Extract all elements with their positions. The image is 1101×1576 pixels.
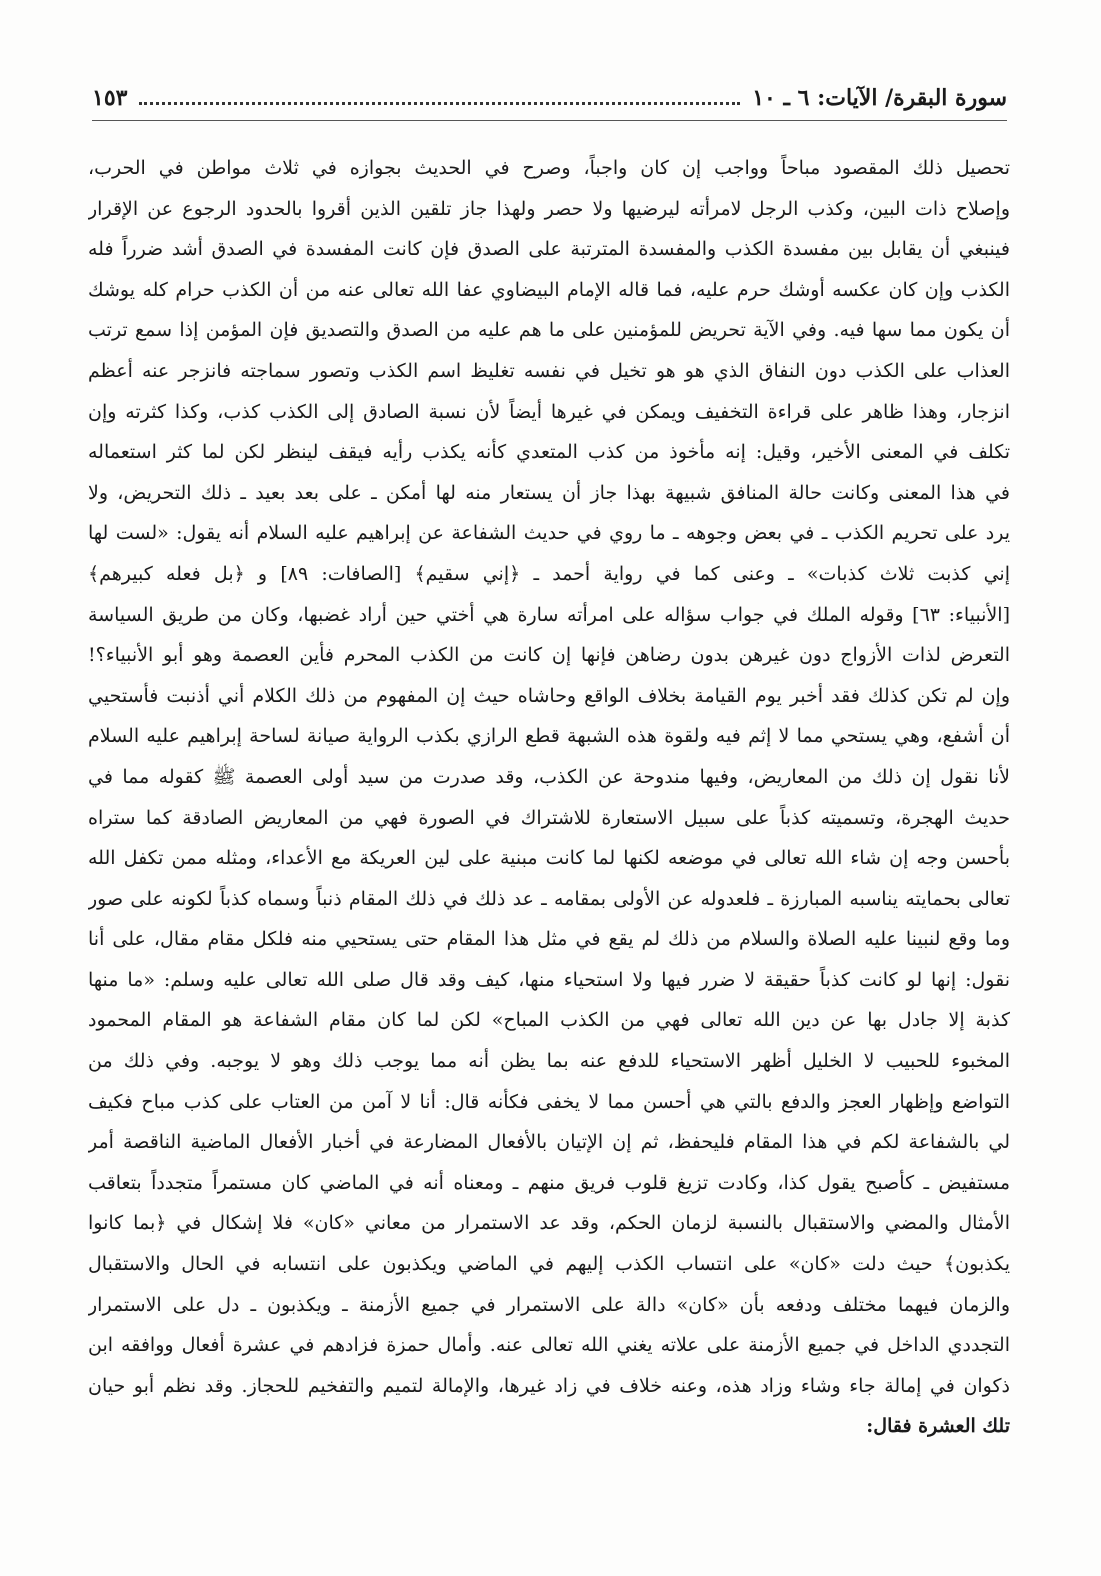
- text-line: الأمثال والمضي والاستقبال بالنسبة لزمان الحكم، وقد عد الاستمرار من معاني «كان» فلا إشكال في ﴿بما كانوا: [88, 1212, 1010, 1235]
- header-dot-leader: [139, 92, 740, 105]
- text-line: تعالى بحمايته يناسبه المبارزة ـ فلعدوله عن الأولى بمقامه ـ عد ذلك في ذلك المقام ذنباً وسماه كذباً لكونه على صور: [88, 887, 1010, 910]
- text-line: [الأنبياء: ٦٣] وقوله الملك في جواب سؤاله على امرأته سارة هي أختي حين أراد غضبها، وكان من طريق السياسة: [88, 603, 1010, 626]
- text-line: المخبوء للحبيب لا الخليل أظهر الاستحياء للدفع عنه بما يظن أنه مما يوجب ذلك وهو لا يوجبه. وفي ذلك من: [88, 1050, 1010, 1073]
- running-header: [92, 76, 1007, 121]
- text-line: التواضع وإظهار العجز والدفع بالتي هي أحسن مما لا يخفى فكأنه قال: أنا لا آمن من العتاب على كذب مباح فكيف: [88, 1090, 1010, 1113]
- text-line: ذكوان في إمالة جاء وشاء وزاد هذه، وعنه خلاف في زاد غيرها، والإمالة لتميم والتفخيم للحجاز. وقد نظم أبو حيان: [88, 1374, 1010, 1397]
- text-line: تحصيل ذلك المقصود مباحاً وواجب إن كان واجباً، وصرح في الحديث بجوازه في ثلاث مواطن في الحرب،: [88, 157, 1010, 179]
- text-line: لي بالشفاعة لكم في هذا المقام فليحفظ، ثم إن الإتيان بالأفعال المضارعة في أخبار الأفعال الماضية الناقصة أمر: [88, 1131, 1010, 1154]
- text-line: التعرض لذات الأزواج دون غيرهن بدون رضاهن فإنها إن كانت من الكذب المحرم فأين العصمة وهو أبو الأنبياء؟!: [88, 644, 1010, 667]
- text-line: تكلف في المعنى الأخير، وقيل: إنه مأخوذ من كذب المتعدي كأنه يكذب رأيه فيقف لينظر لكن لما كثر استعماله: [88, 441, 1010, 464]
- text-line: وما وقع لنبينا عليه الصلاة والسلام من ذلك لم يقع في مثل هذا المقام حتى يستحيي منه فلكل مقام مقال، على أنا: [88, 928, 1010, 951]
- text-line: حديث الهجرة، وتسميته كذباً على سبيل الاستعارة للاشتراك في الصورة فهي من المعاريض الصادقة كما ستراه: [88, 806, 1010, 829]
- text-line: الكذب وإن كان عكسه أوشك حرم عليه، فما قاله الإمام البيضاوي عفا الله تعالى عنه من أن الكذب حرام كله يوشك: [88, 278, 1010, 301]
- text-line: يكذبون﴾ حيث دلت «كان» على انتساب الكذب إليهم في الماضي ويكذبون على انتسابه في الحال والاستقبال: [88, 1253, 1010, 1276]
- text-line: أن يكون مما سها فيه. وفي الآية تحريض للمؤمنين على ما هم عليه من الصدق والتصديق فإن المؤمن إذا سمع ترتب: [88, 319, 1010, 342]
- text-line: وإصلاح ذات البين، وكذب الرجل لامرأته ليرضيها ولا حصر ولهذا جاز تلقين الذين أقروا بالحدود الرجوع عن الإقرار: [88, 197, 1010, 220]
- text-line-final: تلك العشرة فقال:: [866, 1415, 1010, 1438]
- text-line: أن أشفع، وهي يستحي مما لا إثم فيه ولقوة هذه الشبهة قطع الرازي بكذب الرواية صيانة لساحة إبراهيم عليه السلام: [88, 725, 1010, 748]
- text-line: في هذا المعنى وكانت حالة المنافق شبيهة بهذا جاز أن يستعار منه لها أمكن ـ على بعد بعيد ـ ذلك التحريض، ولا: [88, 481, 1010, 504]
- text-line: والزمان فيهما مختلف ودفعه بأن «كان» دالة على الاستمرار في جميع الأزمنة ـ ويكذبون ـ دل على الاستمرار: [88, 1293, 1010, 1316]
- text-line: إني كذبت ثلاث كذبات» ـ وعنى كما في رواية أحمد ـ ﴿إني سقيم﴾ [الصافات: ٨٩] و ﴿بل فعله كبيرهم﴾: [88, 562, 1010, 585]
- text-line: العذاب على الكذب دون النفاق الذي هو هو تخيل في نفسه تغليظ اسم الكذب وتصور سماجته فانزجر عنه أعظم: [88, 359, 1010, 382]
- text-line: بأحسن وجه إن شاء الله تعالى في موضعه لكنها لما كانت مبنية على لين العريكة مع الأعداء، ومثله ممن تكفل الله: [88, 847, 1010, 870]
- text-line: مستفيض ـ كأصبح يقول كذا، وكادت تزيغ قلوب فريق منهم ـ ومعناه أنه في الماضي كان مستمراً متجدداً بتعاقب: [88, 1171, 1010, 1194]
- text-line: لأنا نقول إن ذلك من المعاريض، وفيها مندوحة عن الكذب، وقد صدرت من سيد أولى العصمة ﷺ كقوله مما في: [88, 765, 1010, 788]
- text-line: التجددي الداخل في جميع الأزمنة على علاته يغني الله تعالى عنه. وأمال حمزة فزادهم في عشرة أفعال ووافقه ابن: [88, 1334, 1010, 1357]
- text-line: كذبة إلا جادل بها عن دين الله تعالى فهي من الكذب المباح» لكن لما كان مقام الشفاعة هو المقام المحمود: [88, 1009, 1010, 1032]
- page-number: ١٥٣: [92, 85, 128, 111]
- body-text: [88, 148, 1010, 1447]
- text-line: نقول: إنها لو كانت كذباً حقيقة لا ضرر فيها ولا استحياء منها، كيف وقد قال صلى الله تعالى عليه وسلم: «ما منها: [88, 968, 1010, 991]
- text-line: يرد على تحريم الكذب ـ في بعض وجوهه ـ ما روي في حديث الشفاعة عن إبراهيم عليه السلام أنه يقول: «لست لها: [88, 522, 1010, 545]
- text-line: فينبغي أن يقابل بين مفسدة الكذب والمفسدة المترتبة على الصدق فإن كانت المفسدة في الصدق أشد ضرراً فله: [88, 238, 1010, 261]
- text-line: وإن لم تكن كذلك فقد أخبر يوم القيامة بخلاف الواقع وحاشاه حيث إن المفهوم من ذلك الكلام أني أذنبت فأستحيي: [88, 684, 1010, 707]
- header-title: سورة البقرة/ الآيات: ٦ ـ ١٠: [752, 85, 1007, 111]
- text-line: انزجار، وهذا ظاهر على قراءة التخفيف ويمكن في غيرها أيضاً لأن نسبة الصادق إلى الكذب كذب، وكذا كثرته وإن: [88, 400, 1010, 423]
